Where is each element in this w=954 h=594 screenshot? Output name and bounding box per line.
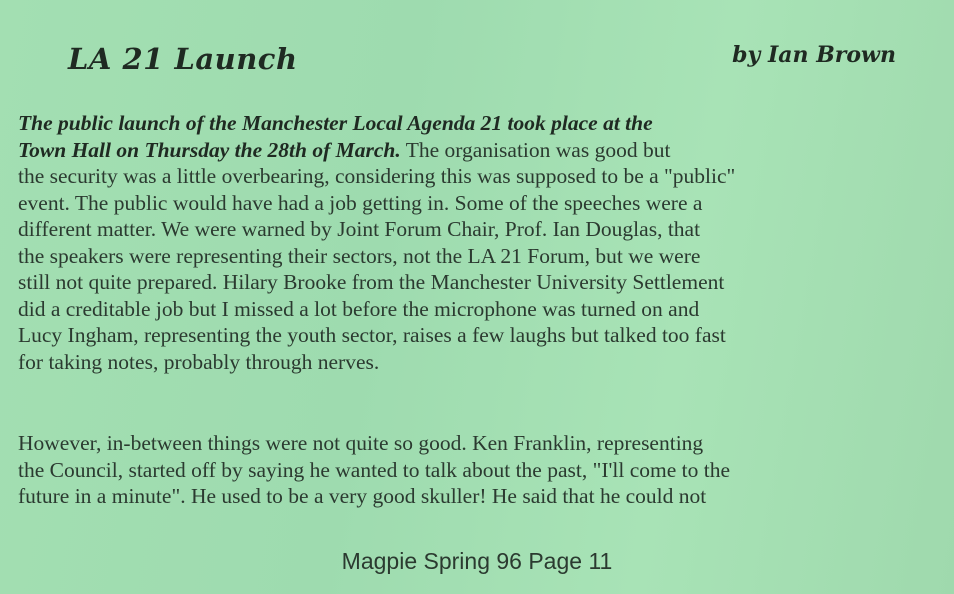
body-line: Lucy Ingham, representing the youth sector, raises a few laughs but talked too fast	[18, 323, 726, 347]
body-line: did a creditable job but I missed a lot before the microphone was turned on and	[18, 296, 700, 321]
paragraph-1	[18, 110, 908, 375]
body-line: the speakers were representing their sectors, not the LA 21 Forum, but we were	[18, 243, 701, 268]
body-line: the Council, started off by saying he wanted to talk about the past, "I'll come to the	[18, 457, 731, 482]
body-line: However, in-between things were not quite so good. Ken Franklin, representing	[18, 431, 704, 455]
lead-line-2-container	[18, 137, 908, 164]
lead-line-1: The public launch of the Manchester Local Agenda 21 took place at the	[18, 111, 653, 135]
article-byline: by Ian Brown	[732, 42, 896, 68]
page-footer: Magpie Spring 96 Page 11	[341, 548, 613, 574]
body-line: for taking notes, probably through nerves.	[18, 349, 380, 374]
body-line: future in a minute". He used to be a very good skuller! He said that he could not	[18, 484, 707, 508]
body-line: different matter. We were warned by Joint Forum Chair, Prof. Ian Douglas, that	[18, 217, 701, 241]
body-line: still not quite prepared. Hilary Brooke from the Manchester University Settlement	[18, 270, 725, 294]
paragraph-2	[18, 430, 908, 510]
body-line: event. The public would have had a job getting in. Some of the speeches were a	[18, 190, 703, 215]
lead-tail: The organisation was good but	[400, 137, 671, 162]
lead-line-2: Town Hall on Thursday the 28th of March.	[18, 137, 401, 162]
article-title: LA 21 Launch	[68, 42, 298, 76]
body-line: the security was a little overbearing, considering this was supposed to be a "public"	[18, 164, 736, 188]
